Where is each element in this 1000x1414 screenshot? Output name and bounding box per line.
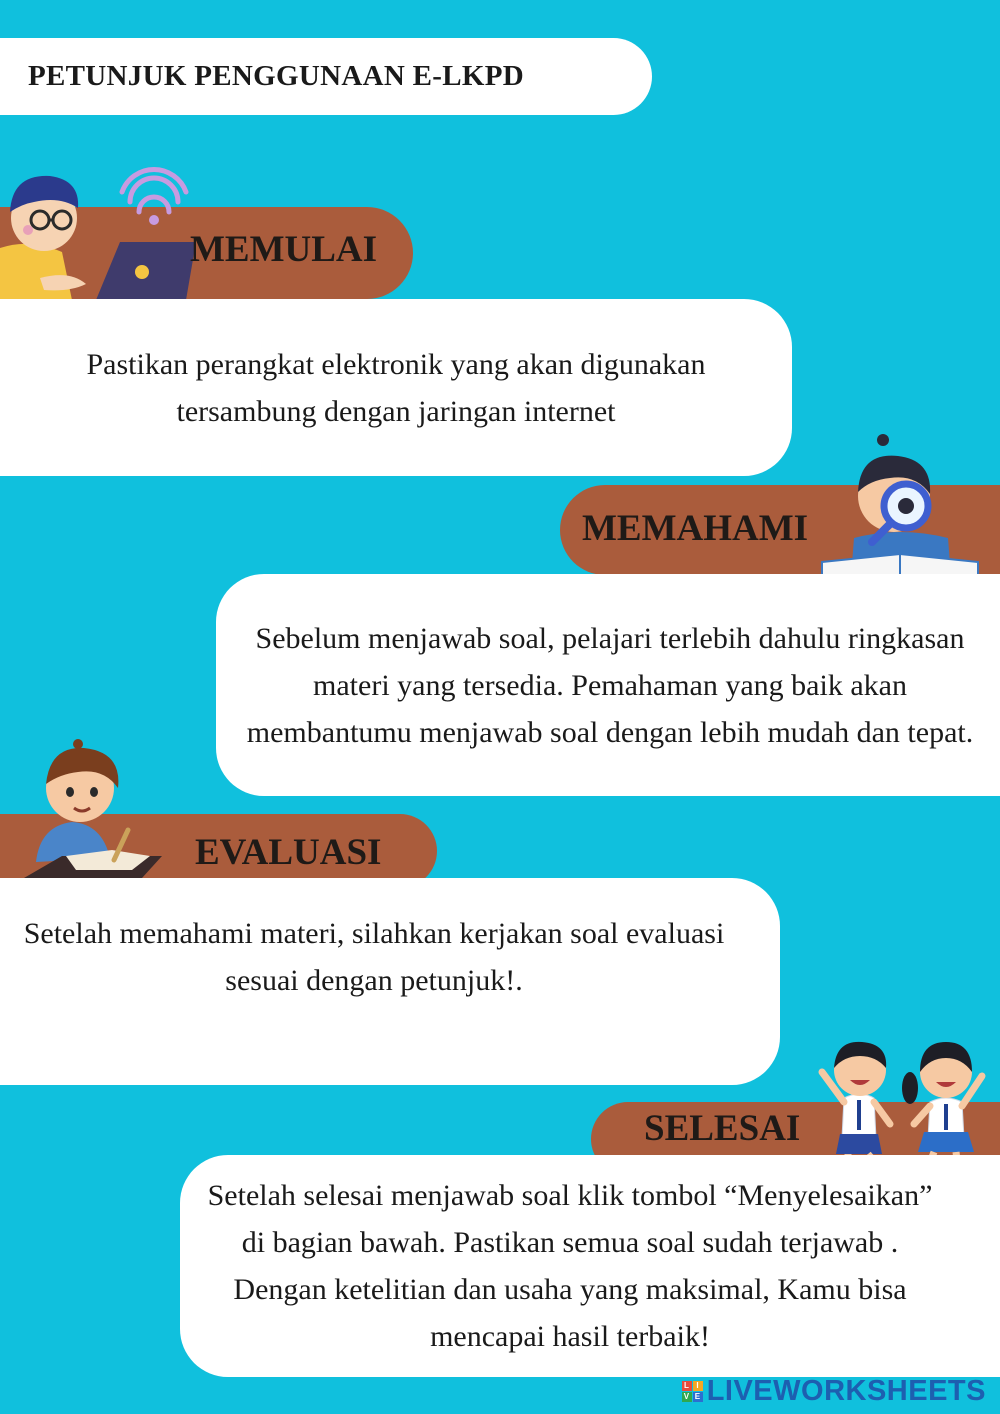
card-memulai: [0, 299, 792, 476]
text-evaluasi: Setelah memahami materi, silahkan kerjakan soal evaluasi sesuai dengan petunjuk!.: [23, 916, 725, 997]
watermark-text: LIVEWORKSHEETS: [706, 1375, 986, 1407]
heading-memahami: MEMAHAMI: [582, 508, 809, 549]
text-selesai: Setelah selesai menjawab soal klik tombol “Menyelesaikan” di bagian bawah. Pastikan semua soal sudah terjawab . Dengan ketelitian dan usaha yang maksimal, Kamu bisa mencapai hasil terbaik!: [207, 1179, 933, 1353]
boy-with-magnifier-icon: [820, 434, 980, 579]
card-memahami: [216, 574, 1000, 796]
heading-selesai: SELESAI: [644, 1108, 801, 1149]
students-cheering-icon: [806, 1026, 996, 1174]
text-memulai: Pastikan perangkat elektronik yang akan digunakan tersambung dengan jaringan internet: [86, 347, 706, 428]
heading-memulai: MEMULAI: [190, 229, 378, 270]
title-banner: [0, 38, 652, 115]
boy-with-laptop-icon: [0, 160, 210, 300]
page-title: PETUNJUK PENGGUNAAN E-LKPD: [28, 60, 524, 92]
text-memahami: Sebelum menjawab soal, pelajari terlebih dahulu ringkasan materi yang tersedia. Pemahaman yang baik akan membantumu menjawab soal dengan lebih mudah dan tepat.: [246, 621, 974, 749]
card-selesai: [180, 1155, 1000, 1377]
liveworksheets-watermark: [682, 1375, 986, 1408]
liveworksheets-logo-icon: L I V E: [682, 1381, 703, 1402]
card-evaluasi: [0, 878, 780, 1085]
boy-writing-icon: [22, 738, 170, 888]
heading-evaluasi: EVALUASI: [195, 832, 382, 873]
